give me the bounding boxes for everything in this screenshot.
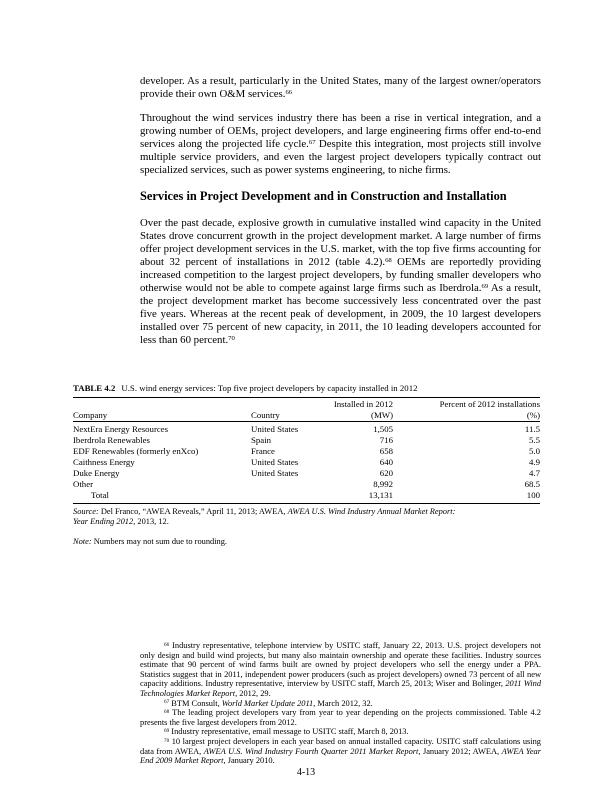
footnote-reference: 67 [164,699,170,706]
table-cell-installed: 620 [379,468,393,478]
table-cell-company: Caithness Energy [73,457,135,467]
text-segment: , January 2010. [223,756,275,766]
text-segment: AWEA U.S. Wind Industry Annual Market Report: [287,507,456,516]
body-paragraph [140,112,541,177]
footnote-reference: 70 [228,335,235,342]
table-cell-installed: 13,131 [368,490,393,500]
table-cell-country: United States [251,424,299,434]
text-segment: Throughout the wind services industry there has been a rise in vertical integration, and a growing number of OEMs, project developers, and large engineering firms offer end-to-end services along the projected life cycle. [140,112,541,150]
table-cell-company: Total [91,490,109,500]
text-segment: Over the past decade, explosive growth in cumulative installed wind capacity in the United States drove concurrent growth in the project development market. A large number of firms offer project development services in the U.S. market, with the top five firms accounting for about 32 percent of installations in 2012 (table 4.2). [140,217,541,268]
text-segment: Industry representative, email message to USITC staff, March 8, 2013. [169,727,409,737]
footnote [140,699,541,709]
footnote [140,727,541,737]
table-caption [73,383,540,397]
text-segment: developer. As a result, particularly in the United States, many of the largest owner/operators provide their own O&M services. [140,75,541,100]
table-row [73,424,540,435]
table-cell-company: NextEra Energy Resources [73,424,169,434]
footnote [140,641,541,699]
table-cell-company: Duke Energy [73,468,120,478]
footnote [140,737,541,766]
table-caption-label: TABLE 4.2 [73,383,116,393]
table-row [73,457,540,468]
table-group-header-row [73,399,540,410]
table-header-country: Country [251,409,280,420]
page-number: 4-13 [296,767,316,778]
table-body [73,422,540,504]
table-source [73,507,540,527]
table-row [73,468,540,479]
footnote-reference: 69 [481,283,489,290]
body-text-column [140,75,541,358]
body-paragraph [140,217,541,347]
footnote-reference: 69 [164,728,170,735]
text-segment: World Market Update 2011 [221,698,314,708]
table-cell-installed: 1,505 [373,424,393,434]
table-cell-country: Spain [251,435,272,445]
table-cell-country: United States [251,468,299,478]
text-segment: , 2013, 12. [133,516,169,526]
table-cell-percent: 4.9 [529,457,540,467]
text-segment: As a result, the project development market has become successively less concentrated over the past five years. Whereas at the recent peak of development, in 2009, the 10 largest developers installed over 75 percent of new capacity, in 2011, the 10 leading developers accounted for less than 60 percent. [140,282,541,346]
table-4-2 [73,383,540,546]
footnotes-block [140,641,541,766]
table-column-header-row [73,410,540,421]
table-cell-percent: 11.5 [524,424,540,434]
table-cell-country: France [251,446,275,456]
section-heading: Services in Project Development and in Construction and Installation [140,189,507,203]
text-segment: BTM Consult, [169,698,222,708]
footnote [140,708,541,727]
footnote-reference: 70 [164,737,170,744]
text-segment: Despite this integration, most projects still involve multiple service providers, and even the largest project developers typically contract out specialized services, such as power systems engineering, to niche firms. [140,138,541,176]
table-row [73,446,540,457]
text-segment: Year Ending 2012 [73,516,134,526]
text-segment: 10 largest project developers in each year based on annual installed capacity. USITC staff calculations using data from AWEA, [140,736,541,756]
text-segment: Industry representative, telephone interview by USITC staff, January 22, 2013. U.S. project developers not only design and build wind projects, but many also maintain ownership and operate these facilities. Industry sources estimate that 90 percent of wind farms built are owned by project developers who sell the energy under a PPA. Statistics suggest that in 2011, independent power producers (such as project developers) owned 73 percent of all new capacity additions. Industry representative, interview by USITC staff, March 25, 2013; Wiser and Bolinger, [140,641,541,689]
table-note [73,537,540,547]
text-segment: , 2012, 29. [235,688,271,698]
table-header-cell-empty [73,399,251,410]
footnote-reference: 68 [164,708,170,715]
table-row [73,435,540,446]
table-row [73,490,540,501]
body-paragraph [140,75,541,101]
table-header-cell-empty [251,399,321,410]
table-caption-text: U.S. wind energy services: Top five project developers by capacity installed in 2012 [121,383,418,393]
table-header-company: Company [73,409,108,420]
table-cell-percent: 68.5 [524,479,540,489]
table-header [73,397,540,422]
table-cell-installed: 716 [379,435,393,445]
table-cell-country [251,479,321,490]
text-segment: , January 2012; AWEA, [418,746,502,756]
table-cell-company: EDF Renewables (formerly enXco) [73,446,199,456]
table-cell-country [251,490,321,501]
table-cell-percent: 4.7 [529,468,540,478]
footnote-reference: 67 [308,139,316,146]
table-cell-country: United States [251,457,299,467]
footnote-reference: 68 [385,257,392,264]
text-segment: Del Franco, “AWEA Reveals,” April 11, 2013; AWEA, [98,507,288,516]
footnote-reference: 66 [285,89,293,96]
table-cell-installed: 8,992 [373,479,393,489]
table-cell-installed: 640 [379,457,393,467]
table-header-installed: Installed in 2012 [333,399,393,409]
text-segment: OEMs are reportedly providing increased competition to the largest project developers, by funding smaller developers who otherwise would not be able to compete against large firms such as Iberdrola. [140,256,541,294]
table-row [73,479,540,490]
table-cell-percent: 5.5 [529,435,540,445]
table-cell-percent: 5.0 [529,446,540,456]
table-cell-company: Iberdrola Renewables [73,435,150,445]
text-segment: Source: [73,507,99,516]
table-header-percent: Percent of 2012 installations [439,399,540,409]
table-header-percent-unit: (%) [526,409,540,420]
text-segment: 2011 Wind Technologies Market Report [140,679,542,698]
text-segment: , March 2012, 32. [313,698,373,708]
text-segment: Note: [73,536,92,546]
text-segment: The leading project developers vary from year to year depending on the projects commissioned. Table 4.2 presents the five largest developers from 2012. [140,708,541,727]
table-cell-company: Other [73,479,94,489]
text-segment: Numbers may not sum due to rounding. [91,536,227,546]
text-segment: AWEA U.S. Wind Industry Fourth Quarter 2011 Market Report [203,746,419,756]
table-header-mw-unit: (MW) [371,409,393,420]
text-segment: AWEA Year End 2009 Market Report [140,746,541,766]
footnote-reference: 66 [164,641,170,648]
table-cell-percent: 100 [526,490,540,500]
table-cell-installed: 658 [379,446,393,456]
